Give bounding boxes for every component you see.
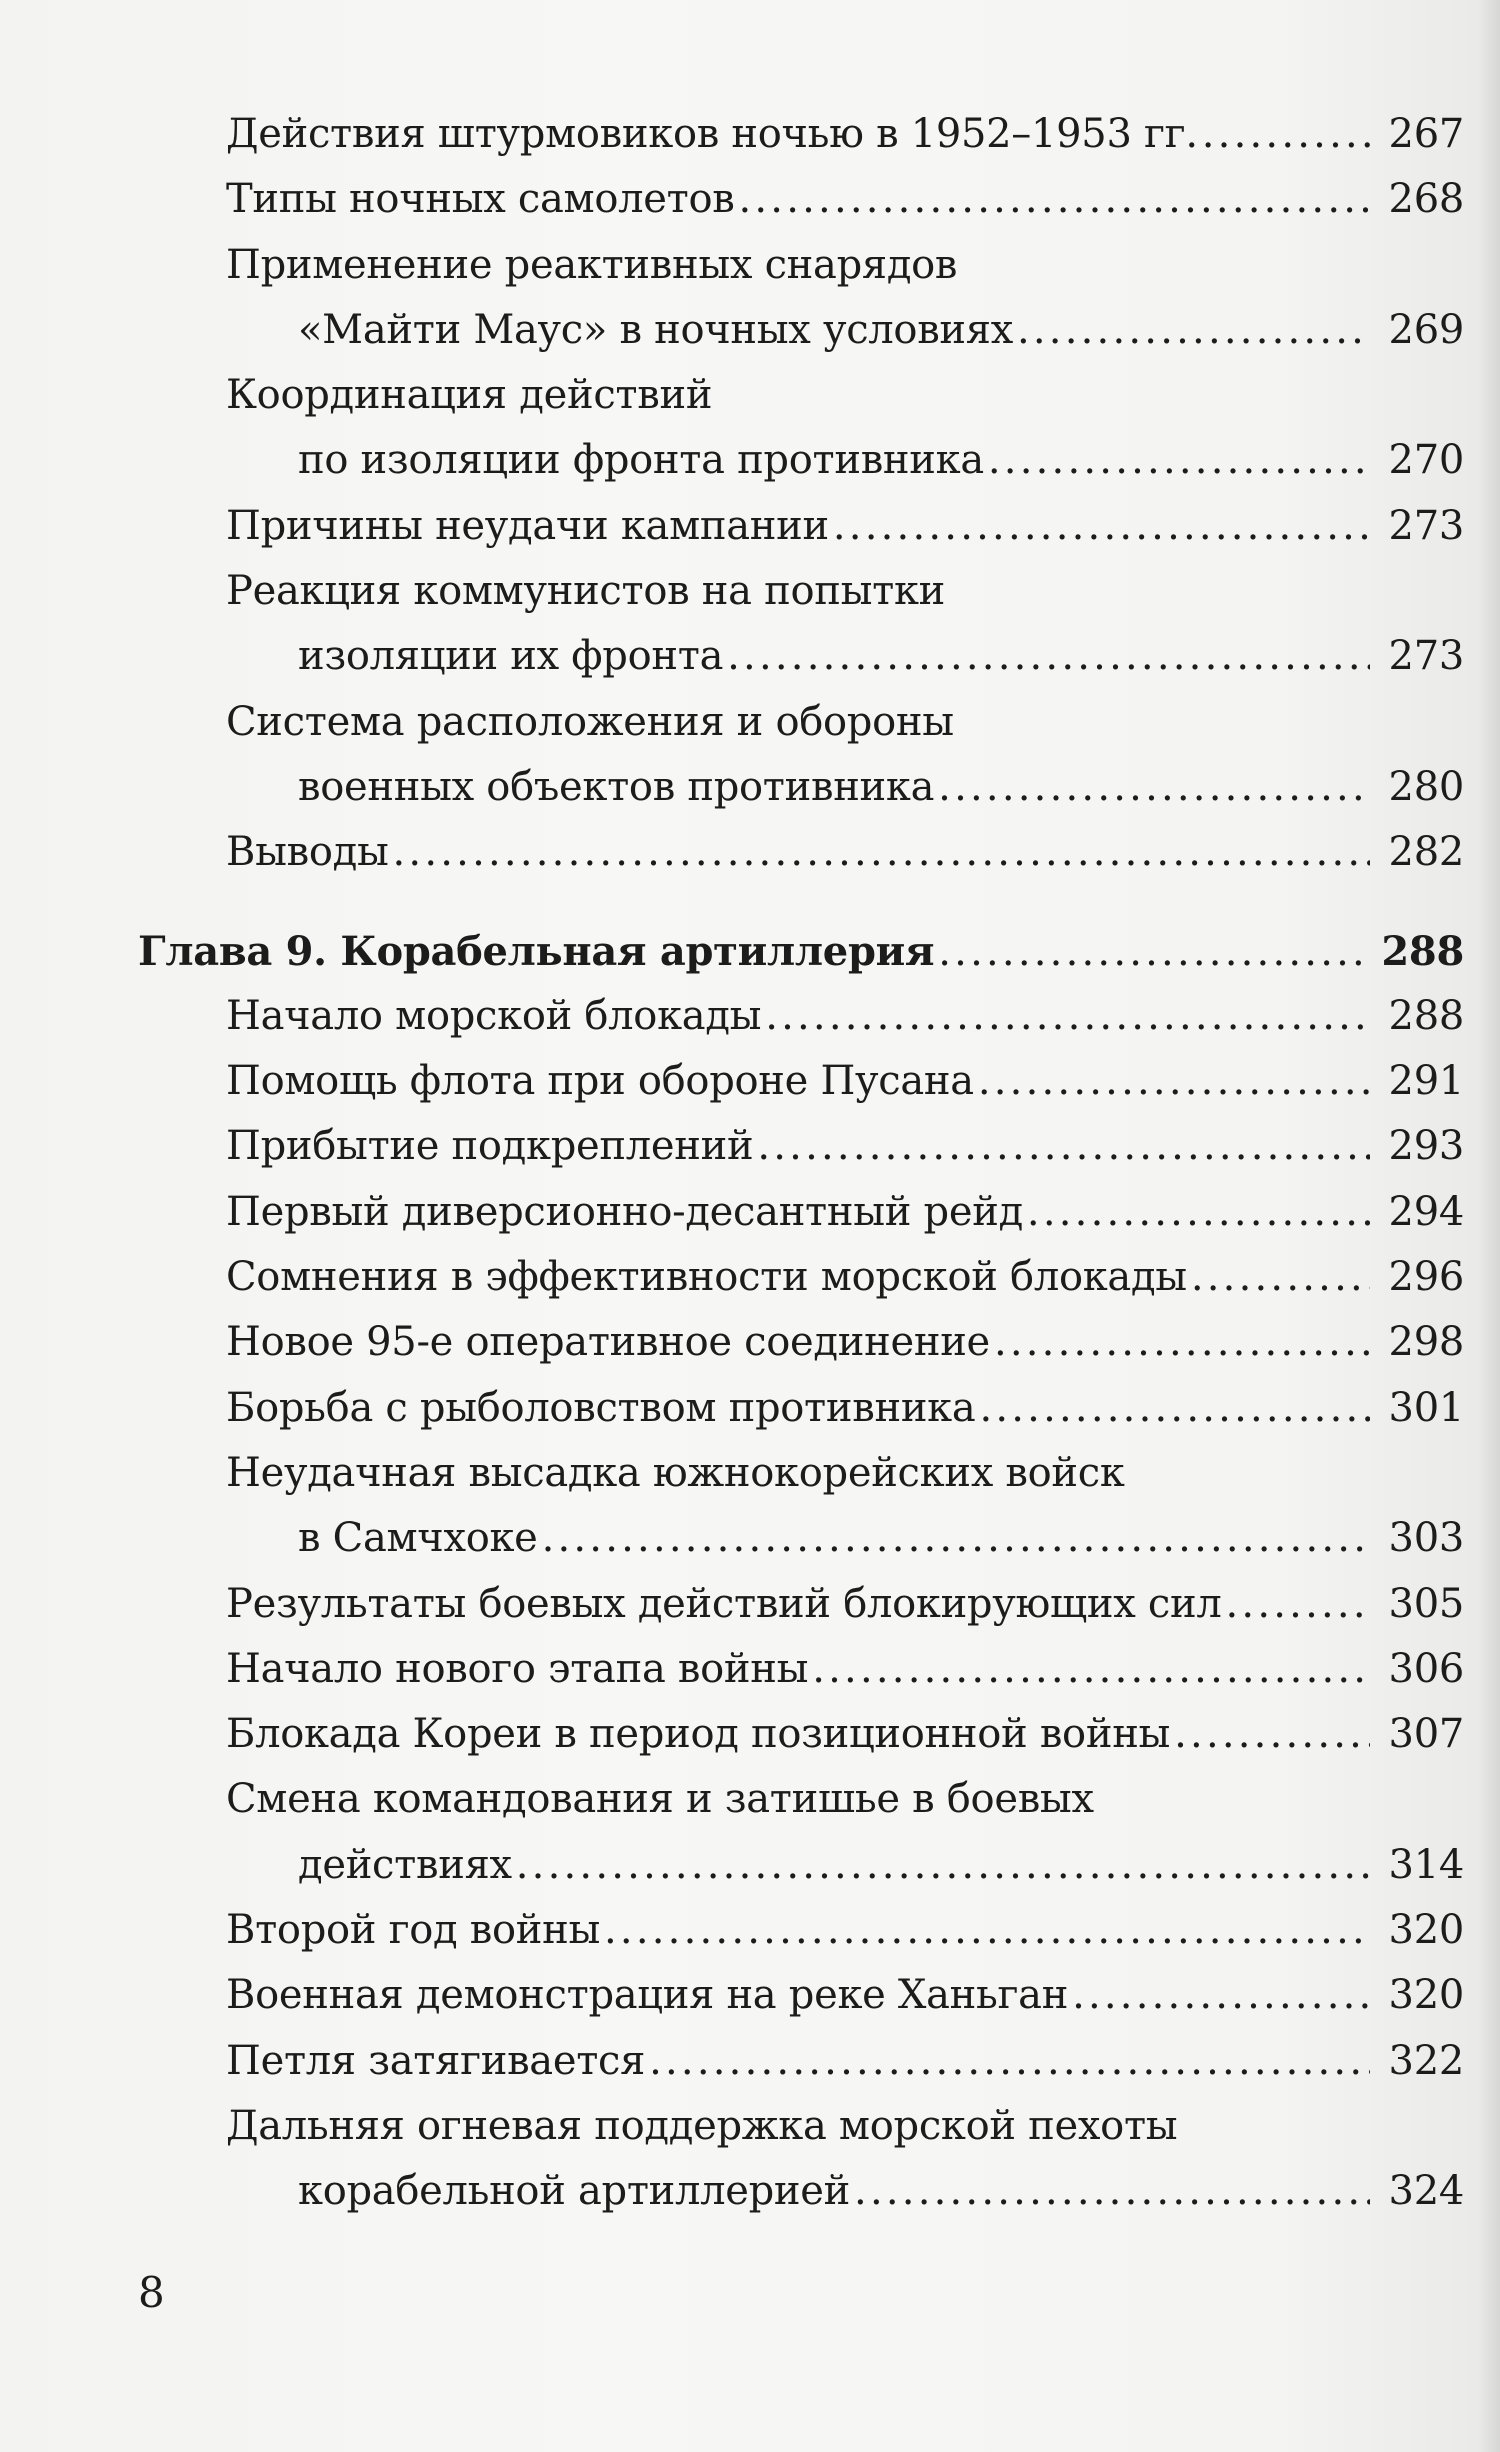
toc-page-number: 282: [1388, 829, 1464, 876]
toc-dot-leader: [1226, 1572, 1371, 1637]
toc-page-number: 296: [1388, 1254, 1464, 1301]
toc-page-number: 294: [1388, 1188, 1464, 1235]
toc-page-number: 303: [1388, 1515, 1464, 1562]
toc-entry: [138, 690, 1464, 755]
toc-entry: [138, 1376, 1464, 1441]
toc-entry: [138, 1963, 1464, 2028]
toc-page-number: 267: [1388, 111, 1464, 157]
toc-entry: [138, 1114, 1464, 1179]
toc-entry: [138, 494, 1464, 559]
toc-entry-title: в Самчхоке: [298, 1515, 538, 1562]
toc-entry-title: Глава 9. Корабельная артиллерия: [138, 927, 935, 975]
toc-dot-leader: [757, 1114, 1370, 1179]
toc-entry: [138, 363, 1464, 428]
toc-dot-leader: [1202, 102, 1370, 167]
toc-entry-title: корабельной артиллерией: [298, 2168, 851, 2215]
toc-entry-title: «Майти Маус» в ночных условиях: [298, 306, 1013, 353]
toc-page-number: 280: [1388, 763, 1464, 810]
toc-entry: [138, 1572, 1464, 1637]
toc-entry: [138, 755, 1464, 820]
toc-page-number: 270: [1388, 437, 1464, 484]
toc-dot-leader: [1027, 1180, 1370, 1245]
toc-dot-leader: [978, 1049, 1370, 1114]
toc-dot-leader: [727, 624, 1370, 689]
toc-page-number: 298: [1388, 1319, 1464, 1366]
toc-entry-title: Первый диверсионно-десантный рейд: [226, 1188, 1023, 1235]
toc-entry-title: Новое 95-е оперативное соединение: [226, 1319, 990, 1366]
toc-page-number: 320: [1388, 1972, 1464, 2019]
toc-entry-title: Координация действий: [226, 372, 713, 419]
toc-entry: [138, 2094, 1464, 2159]
toc-dot-leader: [854, 2159, 1370, 2224]
toc-entry: [138, 984, 1464, 1049]
toc-dot-leader: [938, 755, 1370, 820]
toc-dot-leader: [1072, 1963, 1370, 2028]
toc-page-number: 305: [1388, 1580, 1464, 1627]
toc-page-number: 288: [1381, 927, 1464, 975]
toc-entry: [138, 1702, 1464, 1767]
toc-dot-leader: [979, 1376, 1370, 1441]
toc-entry: [138, 1637, 1464, 1702]
toc-entry: [138, 298, 1464, 363]
toc-page-number: 273: [1388, 633, 1464, 680]
page-edge-shadow: [1478, 0, 1500, 2452]
toc-entry-title: Реакция коммунистов на попытки: [226, 568, 946, 615]
toc-dot-leader: [542, 1506, 1370, 1571]
toc-dot-leader: [833, 494, 1370, 559]
toc-page-number: 293: [1388, 1123, 1464, 1170]
toc-entry: [138, 820, 1464, 885]
toc-entry-title: Дальняя огневая поддержка морской пехоты: [226, 2102, 1178, 2149]
toc-entry: [138, 1180, 1464, 1245]
table-of-contents: [138, 102, 1464, 2225]
toc-page-number: 322: [1388, 2037, 1464, 2084]
toc-page-number: 314: [1388, 1841, 1464, 1888]
toc-page-number: 291: [1388, 1058, 1464, 1105]
toc-dot-leader: [765, 984, 1370, 1049]
toc-entry-title: Причины неудачи кампании: [226, 502, 829, 549]
toc-entry-title: Борьба с рыболовством противника: [226, 1384, 976, 1431]
toc-page-number: 269: [1388, 306, 1464, 353]
toc-page-number: 268: [1388, 176, 1464, 223]
toc-entry-title: военных объектов противника: [298, 763, 935, 810]
toc-dot-leader: [604, 1898, 1370, 1963]
toc-entry-title: Неудачная высадка южнокорейских войск: [226, 1449, 1125, 1496]
toc-entry: [138, 624, 1464, 689]
toc-entry-title: действиях: [298, 1841, 512, 1888]
toc-dot-leader: [1017, 298, 1370, 363]
toc-entry-title: Сомнения в эффективности морской блокады: [226, 1254, 1187, 1301]
toc-entry-title: Второй год войны: [226, 1907, 601, 1954]
toc-entry-title: Результаты боевых действий блокирующих сил: [226, 1580, 1222, 1627]
toc-dot-leader: [393, 820, 1371, 885]
toc-page-number: 306: [1388, 1645, 1464, 1692]
toc-entry: [138, 1310, 1464, 1375]
toc-page-number: 273: [1388, 502, 1464, 549]
toc-dot-leader: [994, 1310, 1370, 1375]
toc-entry-title: Начало нового этапа войны: [226, 1645, 809, 1692]
toc-entry: [138, 2029, 1464, 2094]
page-number: 8: [138, 2268, 165, 2317]
toc-chapter-heading: [138, 919, 1464, 984]
toc-entry: [138, 233, 1464, 298]
toc-entry-title: Система расположения и обороны: [226, 698, 954, 745]
toc-entry-title: Военная демонстрация на реке Ханьган: [226, 1972, 1069, 2019]
toc-page-number: 320: [1388, 1907, 1464, 1954]
toc-dot-leader: [516, 1833, 1370, 1898]
toc-entry: [138, 1441, 1464, 1506]
toc-entry: [138, 1898, 1464, 1963]
toc-entry: [138, 1049, 1464, 1114]
toc-dot-leader: [649, 2029, 1370, 2094]
toc-entry: [138, 559, 1464, 624]
toc-dot-leader: [1191, 1245, 1370, 1310]
toc-dot-leader: [738, 167, 1370, 232]
toc-page-number: 307: [1388, 1711, 1464, 1758]
toc-entry: [138, 1833, 1464, 1898]
toc-entry: [138, 167, 1464, 232]
toc-entry: [138, 428, 1464, 493]
toc-page-number: 301: [1388, 1384, 1464, 1431]
toc-dot-leader: [812, 1637, 1370, 1702]
toc-entry: [138, 102, 1464, 167]
toc-page-number: 324: [1388, 2168, 1464, 2215]
toc-entry-title: по изоляции фронта противника: [298, 437, 984, 484]
toc-entry-title: Выводы: [226, 829, 389, 876]
toc-entry-title: Смена командования и затишье в боевых: [226, 1776, 1094, 1823]
toc-entry-title: изоляции их фронта: [298, 633, 724, 680]
toc-entry-title: Блокада Кореи в период позиционной войны: [226, 1711, 1171, 1758]
toc-entry-title: Петля затягивается: [226, 2037, 646, 2084]
toc-entry-title: Применение реактивных снарядов: [226, 241, 958, 288]
toc-entry-title: Помощь флота при обороне Пусана: [226, 1058, 974, 1105]
toc-dot-leader: [988, 428, 1370, 493]
toc-entry-title: Действия штурмовиков ночью в 1952–1953 гг.: [226, 111, 1198, 157]
toc-entry-title: Типы ночных самолетов: [226, 176, 735, 223]
toc-dot-leader: [1174, 1702, 1370, 1767]
toc-entry: [138, 1245, 1464, 1310]
toc-entry: [138, 2159, 1464, 2224]
toc-entry-title: Прибытие подкреплений: [226, 1123, 754, 1170]
toc-entry: [138, 1506, 1464, 1571]
toc-dot-leader: [938, 920, 1370, 985]
toc-entry: [138, 1767, 1464, 1832]
toc-page-number: 288: [1388, 992, 1464, 1039]
toc-entry-title: Начало морской блокады: [226, 992, 762, 1039]
